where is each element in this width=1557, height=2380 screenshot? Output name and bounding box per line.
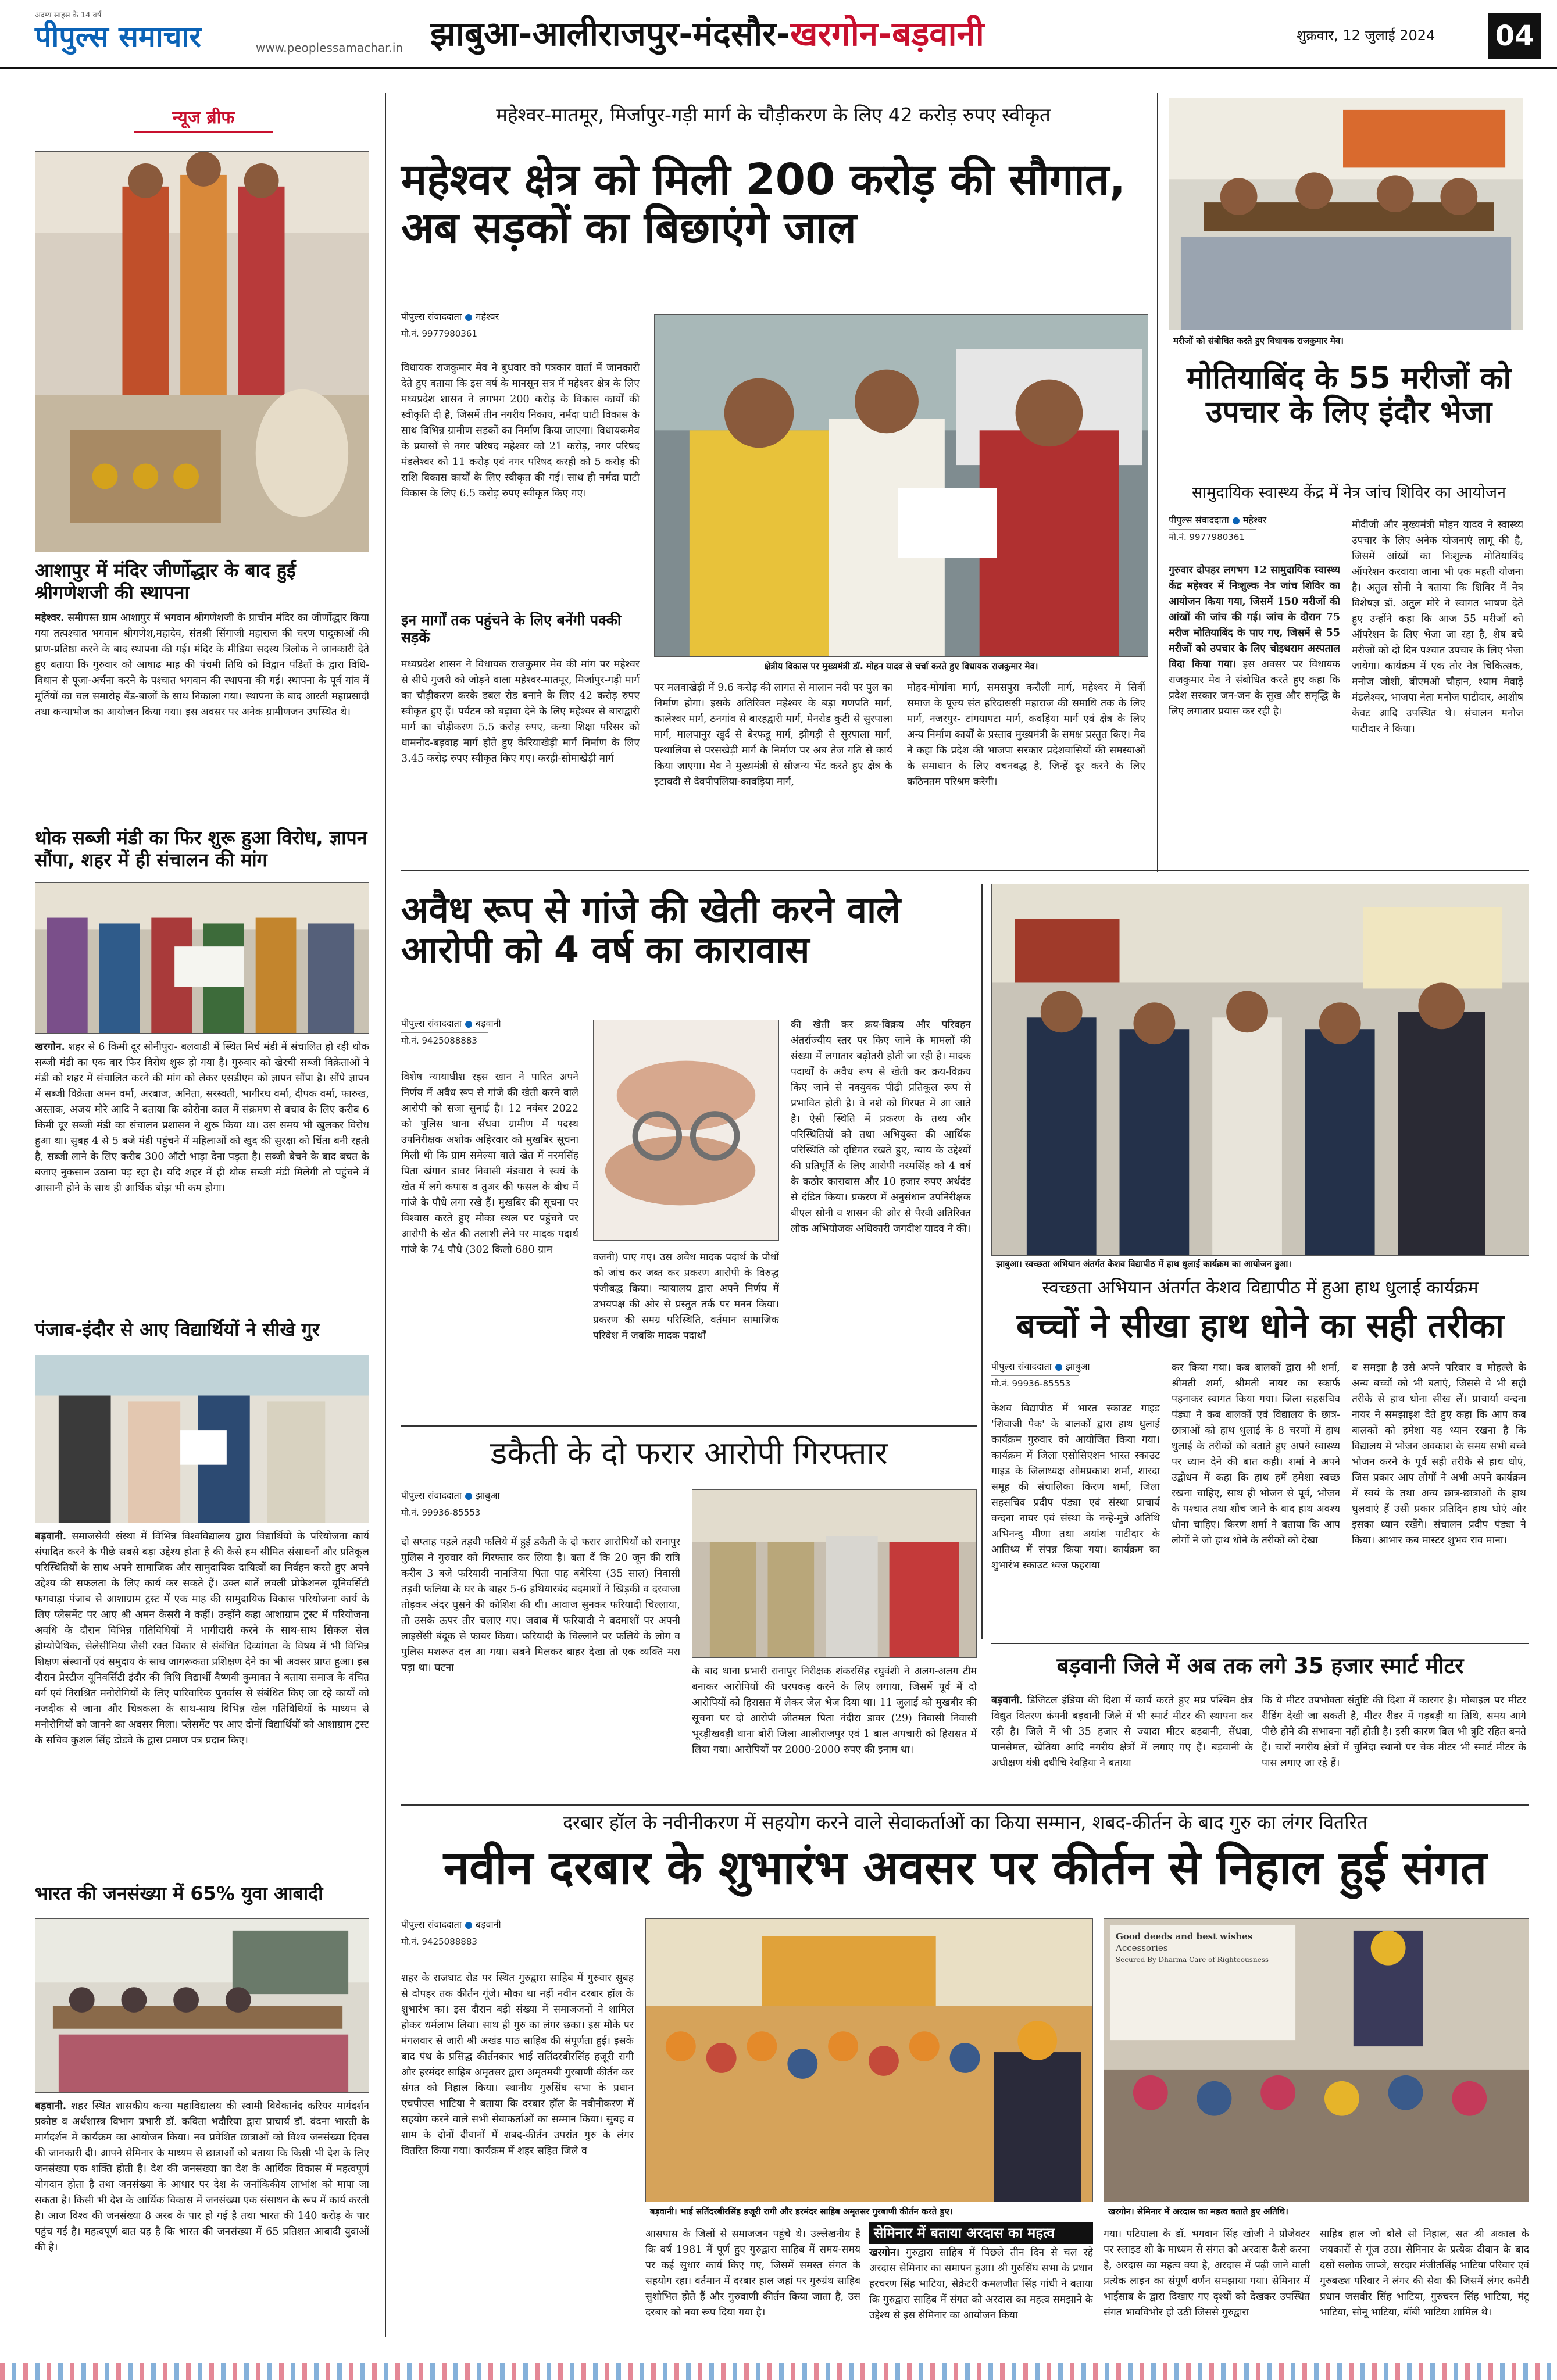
handwash-divider (981, 884, 983, 1639)
left-column-divider (385, 93, 386, 2337)
brief-4-dateline: बड़वानी. (35, 2100, 66, 2112)
cataract-mobile: मो.नं. 9977980361 (1169, 529, 1256, 544)
dacoity-photo (692, 1489, 977, 1658)
lead-col1-b: मध्यप्रदेश शासन ने विधायक राजकुमार मेव की मांग पर महेश्वर से सीधे गुजरी को जोड़ने वाला महेश्वर-मातमूर, मिर्जापुर-गड़ी मार्ग का चौड़ीकरण करके डबल रोड बनाने के लिए 42 करोड़ रुपए स्वीकृत हुए हैं। पर्यटन को बढ़ावा देने के लिए महेश्वर से बाराद्वारी मार्ग का चौड़ीकरण 5.5 करोड़ रुपए, कन्या शिक्षा परिसर को धामनोद-बड़वाह मार्ग होते हुए केरियाखेड़ी मार्ग निर्माण के लिए 3.45 करोड़ रुपए स्वीकृत किए गए। करही-सोमाखेड़ी मार्ग (401, 659, 640, 764)
cataract-photo-caption: मरीजों को संबोधित करते हुए विधायक राजकुमार मेव। (1169, 333, 1523, 349)
scouts-handwash-illustration (992, 884, 1529, 1255)
cataract-byline-source: पीपुल्स संवाददाता (1169, 514, 1229, 526)
lead-headline: महेश्वर क्षेत्र को मिली 200 करोड़ की सौगात, अब सड़कों का बिछाएंगे जाल (401, 155, 1126, 253)
byline-dot-icon (465, 314, 472, 321)
gurudwara-byline-source: पीपुल्स संवाददाता (401, 1919, 462, 1930)
ganja-byline-place: बड़वानी (475, 1018, 501, 1029)
brand-logo (35, 9, 256, 62)
brief-3-text: समाजसेवी संस्था में विभिन्न विश्वविद्यालय द्वारा विद्यार्थियों के परियोजना कार्य संपादित करने के पीछे सबसे बड़ा उद्देश्य होता है की कैसे हम सीमित संसाधनों और प्रतिकूल परिस्थितियों के साथ अपने सामाजिक और सामुदायिक दायित्वों का निर्वहन करते हुए अपने उद्देश्य की सफलता के लिए कार्य कर सकते हैं। उक्त बातें लवली प्रोफेशनल यूनिवर्सिटी फगवाड़ा पंजाब से आशाग्राम ट्रस्ट में एक माह की सामुदायिक विकास परियोजना कार्य के लिए प्लेसमेंट पर आए श्री अमन केसरी ने कहीं। उन्होंने कहा आशाग्राम ट्रस्ट में परियोजना अवधि के दौरान विभिन्न गतिविधियों में भागीदारी करने के साथ-साथ सिकल सेल होम्योपैथिक, सेलेसीमिया जैसी रक्त विकार से संबंधित दिव्यांगता के विषय में भी विभिन्न शिक्षण संस्थानों एवं समुदाय के साथ जागरूकता प्रशिक्षण देने का भी अवसर प्राप्त हुआ। इस दौरान प्रेस्टीज यूनिवर्सिटी इंदौर की विधि विद्यार्थी वैष्णवी कुमावत ने बताया समाज के वंचित वर्ग एवं निराश्रित मनोरोगियों के लिए पारिवारिक पुनर्वास से संबंधित किए जा रहे कार्यों को नजदीक से जाना और चित्रकला के साथ-साथ विभिन्न खेल गतिविधियों के माध्यम से मनोरोगियों को जानने का अवसर मिला। प्लेसमेंट पर आए दोनों विद्यार्थियों को आशाग्राम ट्रस्ट के सचिव कुशल सिंह डोडवे के द्वारा प्रमाण पत्र प्रदान किए। (35, 1531, 369, 1746)
vegetable-market-photo (35, 882, 369, 1034)
issue-date: शुक्रवार, 12 जुलाई 2024 (1297, 27, 1435, 44)
handcuff-illustration (594, 1020, 779, 1240)
seminar-photo-caption: खरगोन। सेमिनार में अरदास का महत्व बताते हुए अतिथि। (1104, 2203, 1529, 2220)
screen-line-2: Accessories (1116, 1943, 1168, 1953)
byline-dot-icon (1233, 517, 1240, 524)
cataract-byline-place: महेश्वर (1242, 514, 1267, 526)
byline-dot-icon (1055, 1364, 1062, 1371)
right-column-divider (1157, 93, 1158, 872)
gurudwara-kicker: दरबार हॉल के नवीनीकरण में सहयोग करने वाले सेवाकर्ताओं का किया सम्मान, शबद-कीर्तन के बाद गुरु का लंगर वितरित (563, 1811, 1367, 1834)
brief-1-headline: आशापुर में मंदिर जीर्णोद्धार के बाद हुई श्रीगणेशजी की स्थापना (35, 559, 296, 604)
cataract-byline (1169, 514, 1343, 544)
handwash-col2: कर किया गया। कब बालकों द्वारा श्री शर्मा, श्रीमती शर्मा, श्रीमती नायर का स्कार्फ पहनाकर स्वागत किया गया। जिला सहसचिव पंड्या ने कब बालकों एवं विद्यालय के छात्र-छात्राओं को हाथ धुलाई के 8 चरणों में हाथ धुलाई के तरीकों को बताते हुए अपने स्वास्थ्य पर ध्यान देने की बात कही। शर्मा ने अपने उद्बोधन में कहा कि हाथ हमें हमेशा स्वच्छ रखना चाहिए, साथ ही भोजन से पूर्व, भोजन के पश्चात तथा शौच जाने के बाद हाथ अवश्य धोना चाहिए। किरण शर्मा ने बताया कि आप लोगों ने जो हाथ धोने के तरीकों को देखा (1172, 1362, 1340, 1546)
cataract-subhead: सामुदायिक स्वास्थ्य केंद्र में नेत्र जांच शिविर का आयोजन (1192, 484, 1506, 502)
cataract-headline: मोतियाबिंद के 55 मरीजों को उपचार के लिए इंदौर भेजा (1186, 361, 1512, 430)
mla-cm-meeting-illustration (655, 315, 1148, 656)
brief-1-body (35, 610, 369, 831)
screen-line-3: Secured By Dharma Care of Righteousness (1116, 1956, 1269, 1964)
gurudwara-sangat-illustration (646, 1919, 1092, 2202)
gurudwara-top-divider (401, 1804, 1529, 1806)
handwash-col1: केशव विद्यापीठ में भारत स्काउट गाइड 'शिवाजी पैक' के बालकों द्वारा हाथ धुलाई कार्यक्रम गुरुवार को आयोजित किया गया। कार्यक्रम में जिला एसोसिएशन भारत स्काउट गाइड के जिलाध्यक्ष ओमप्रकाश शर्मा, शारदा समूह की संचालिका किरण शर्मा, जिला सहसचिव प्रदीप पंड्या एवं संस्था प्राचार्य वन्दना नायर एवं संस्था के नन्हे-मुन्ने अतिथि अभिनन्दु मीणा तथा अयांश पाटीदार के आतिथ्य में संपन्न किया गया। कार्यक्रम का शुभारंभ स्काउट ध्वज फहराया (991, 1403, 1160, 1571)
meters-top-divider (991, 1643, 1529, 1644)
byline-dot-icon (465, 1922, 472, 1929)
ganja-headline: अवैध रूप से गांजे की खेती करने वाले आरोपी को 4 वर्ष का कारावास (401, 888, 901, 971)
dacoity-mobile: मो.नं. 99936-85553 (401, 1505, 488, 1519)
cataract-photo (1169, 98, 1523, 330)
seminar-dateline: खरगोन। (869, 2247, 900, 2259)
handwash-byline-place: झाबुआ (1065, 1361, 1090, 1372)
brief-2-body (35, 1039, 369, 1307)
lead-kicker: महेश्वर-मातमूर, मिर्जापुर-गड़ी मार्ग के चौड़ीकरण के लिए 42 करोड़ रुपए स्वीकृत (496, 103, 1051, 126)
memorandum-crowd-illustration (35, 883, 369, 1033)
lead-mobile: मो.नं. 9977980361 (401, 326, 488, 340)
meters-col2: कि ये मीटर उपभोक्ता संतुष्टि की दिशा में कारगर है। मोबाइल पर मीटर रीडिंग देखी जा सकती है, मीटर रीडर में गड़बड़ी या तिथि, समय आगे पीछे होने की संभावना नहीं होती है। इसी कारण बिल भी त्रुटि रहित बनते हैं। चारों नगरीय क्षेत्रों में चुनिंदा स्थानों पर चेक मीटर भी स्मार्ट मीटर के पास लगाए जा रहे हैं। (1262, 1695, 1526, 1769)
brief-2-dateline: खरगोन. (35, 1041, 65, 1053)
section-title (430, 13, 1256, 59)
brief-2-text: शहर से 6 किमी दूर सोनीपुरा- बलवाडी में स्थित मिर्च मंडी में संचालित हो रही थोक सब्जी मंडी का एक बार फिर विरोध शुरू हो गया है। गुरुवार को खेरची सब्जी विक्रेताओं ने मंडी को शहर में संचालित करने की मांग को लेकर एसडीएम को ज्ञापन सौंपा है। सौंपे ज्ञापन में सब्जी विक्रेता अमन वर्मा, अरबाज, अनिता, सरस्वती, भागीरथ वर्मा, दीपक वर्मा, फारुख, अस्ताक, अजय मोरे आदि ने बताया कि कोरोना काल में संक्रमण से बचाव के लिए करीब 6 किमी दूर सब्जी मंडी का संचालन प्रशासन ने शुरू किया था। उस समय भी खुलकर विरोध हुआ था। सुबह 4 से 5 बजे मंडी पहुंचने में महिलाओं को खुद की सुरक्षा को चिंता बनी रहती है, सब्जी लाने के लिए करीब 300 ऑटो भाड़ा देना पड़ता है। सब्जी बेचने के बाद बचत के बजाए नुकसान उठाना पड़ रहा है। यदि शहर में ही थोक सब्जी मंडी मिलेगी तो पहुंचने में आसानी होने के साथ ही आर्थिक बोझ भी कम होगा। (35, 1041, 369, 1194)
dacoity-top-divider (401, 1425, 977, 1427)
brief-3-body (35, 1529, 369, 1878)
gurudwara-col3-text: गुरुद्वारा साहिब में पिछले तीन दिन से चल रहे अरदास सेमिनार का समापन हुआ। श्री गुरुसिंघ सभा के प्रधान हरचरण सिंह भाटिया, सेक्रेटरी कमलजीत सिंह गांधी ने बताया कि गुरुद्वारा साहिब में संगत को अरदास का महत्व समझाने के उद्देश्य से इस सेमिनार का आयोजन किया (869, 2247, 1093, 2321)
handwash-photo-caption: झाबुआ। स्वच्छता अभियान अंतर्गत केशव विद्यापीठ में हाथ धुलाई कार्यक्रम का आयोजन हुआ। (991, 1256, 1529, 1273)
lead-byline (401, 310, 645, 340)
cataract-col1 (1169, 563, 1340, 853)
kirtan-photo (645, 1918, 1093, 2202)
lead-subhead: इन मार्गों तक पहुंचने के लिए बनेंगी पक्की सड़कें (401, 612, 622, 646)
gurudwara-col5: साहिब हाल जो बोले सो निहाल, सत श्री अकाल के जयकारों से गूंज उठा। सेमिनार के प्रत्येक दीवान के बाद दसों सलोक जाप्जे, सरदार मंजीतसिंह भाटिया परिवार एवं गुरुबख्श परिवार ने लंगर की सेवा की जिसमें लंगर कमेटी प्रधान जसवीर सिंह भाटिया, गुरुचरन सिंह भाटिया, मंटू भाटिया, सोनू भाटिया, बॉबी भाटिया शामिल थे। (1320, 2228, 1529, 2318)
brief-4-headline: भारत की जनसंख्या में 65% युवा आबादी (35, 1882, 323, 1904)
gurudwara-byline (401, 1918, 634, 1948)
ganja-byline-source: पीपुल्स संवाददाता (401, 1018, 462, 1029)
meters-dateline: बड़वानी. (991, 1695, 1023, 1706)
cataract-col1-text: इस अवसर पर विधायक राजकुमार मेव ने संबोधित करते हुए कहा कि प्रदेश सरकार जन-जन के सुख और समृद्धि के लिए लगातार प्रयास कर रही है। (1169, 659, 1340, 717)
temple-photo (35, 151, 369, 552)
lead-col3: मोहद-मोगांवा मार्ग, समसपुरा करौली मार्ग, महेश्वर में सिर्वी समाज के पूज्य संत हरिदाससी महाराज की समाधि तक के लिए मार्ग, नजरपुर- टांगयापटा मार्ग, कवड़िया मार्ग एवं क्षेत्र के लिए अन्य निर्माण कार्यों के प्रस्ताव मुख्यमंत्री के समक्ष प्रस्तुत किए। मेव ने कहा कि प्रदेश की भाजपा सरकार प्रदेशवासियों की समस्याओं के समाधान के लिए वचनबद्ध है, जिन्हें दूर करने के लिए कठिनतम परिश्रम करेगी। (907, 682, 1145, 788)
gurudwara-col2: आसपास के जिलों से समाजजन पहुंचे थे। उल्लेखनीय है कि वर्ष 1981 में पूर्ण हुए गुरुद्वारा साहिब में समय-समय पर कई सुधार कार्य किए गए, जिसमें समस्त संगत के सहयोग रहा। वर्तमान में दरबार हाल जहां पर गुरुग्रंथ साहिब सुशोभित होते हैं और गुरुवाणी कीर्तन किया जाता है, उस दरबार को नया रूप दिया गया है। (645, 2228, 860, 2318)
seminar-photo (1104, 1918, 1529, 2202)
meters-col1 (991, 1693, 1253, 1797)
gurudwara-byline-place: बड़वानी (475, 1919, 501, 1930)
masthead (0, 0, 1557, 69)
gurudwara-mobile: मो.नं. 9425088883 (401, 1934, 488, 1948)
middle-section-divider (401, 870, 1529, 871)
ganja-col2: वजनी) पाए गए। उस अवैध मादक पदार्थ के पौधों को जांच कर जब्त कर प्रकरण आरोपी के विरुद्ध पंजीबद्ध किया। न्यायालय द्वारा अपने निर्णय में उभयपक्ष की ओर से प्रस्तुत तर्क पर मनन किया। प्रकरण की समग्र परिस्थिति, वर्तमान सामाजिक परिवेश में जबकि मादक पदार्थों (593, 1252, 779, 1342)
ganja-mobile: मो.नं. 9425088883 (401, 1032, 488, 1047)
brand-name: पीपुल्स समाचार (35, 20, 201, 53)
website-url: www.peoplessamachar.in (256, 41, 403, 55)
gurudwara-col3 (869, 2245, 1093, 2354)
police-arrest-illustration (692, 1490, 976, 1657)
brief-4-body (35, 2099, 369, 2354)
byline-dot-icon (465, 1493, 472, 1500)
handwash-col3: व समझा है उसे अपने परिवार व मोहल्ले के अन्य बच्चों को भी बताएं, जिससे वे भी सही तरीके से हाथ धोना सीख लें। प्राचार्या वन्दना नायर ने समझाइश देते हुए कहा कि आप कब बालकों को हमेशा यह ध्यान रखना है कि विद्यालय में भोजन अवकाश के समय सभी बच्चे भोजन करने के पूर्व सही तरीके से हाथ धोएं, जिस प्रकार आप लोगों ने अभी अपने कार्यक्रम में स्वयं के तथा अन्य छात्र-छात्राओं के हाथ धुलवाएं हैं उसी प्रकार प्रतिदिन हाथ धोएं और इसका ध्यान रखेंगे। संचालन प्रदीप पंड्या ने किया। आभार कब मास्टर शुभव राव माना। (1352, 1362, 1526, 1546)
screen-line-1: Good deeds and best wishes (1116, 1931, 1253, 1942)
handwash-photo (991, 884, 1529, 1256)
lead-photo-caption: क्षेत्रीय विकास पर मुख्यमंत्री डॉ. मोहन यादव से चर्चा करते हुए विधायक राजकुमार मेव। (654, 658, 1148, 675)
seminar-heading: सेमिनार में बताया अरदास का महत्व (869, 2222, 1093, 2244)
lead-byline-source: पीपुल्स संवाददाता (401, 311, 462, 322)
brand-tagline: अदम्य साहस के 14 वर्ष (35, 11, 102, 20)
page-number: 04 (1488, 13, 1541, 59)
brief-1-dateline: महेश्वर. (35, 612, 65, 624)
handwash-byline (991, 1360, 1166, 1390)
lead-byline-place: महेश्वर (475, 311, 499, 322)
brief-3-dateline: बड़वानी. (35, 1531, 66, 1542)
ganja-byline (401, 1017, 610, 1047)
seminar-screen-text (1116, 1931, 1290, 1966)
lead-col2: पर मलवाखेड़ी में 9.6 करोड़ की लागत से मालान नदी पर पुल का निर्माण होगा। इसके अतिरिक्त महेश्वर के बड़ा गणपति मार्ग, कालेश्वर मार्ग, ठनगांव से बारहद्वारी मार्ग, मेनरोड कुटी से सुरपाला मार्ग, मालपानुर खुर्द से बेरफडू मार्ग, झीगड़ी से सुरपाला मार्ग, पत्थालिया से परसखेड़ी मार्ग के निर्माण पर अब तेज गति से कार्य किया जाएगा। मेव ने मुख्यमंत्री से सौजन्य भेंट करते हुए क्षेत्र के इटावदी से देवपीपलिया-कावड़िया मार्ग, (654, 682, 892, 788)
temple-idol-illustration (35, 152, 369, 552)
handwash-mobile: मो.नं. 99936-85553 (991, 1375, 1079, 1390)
section-title-prefix: झाबुआ-आलीराजपुर-मंदसौर- (430, 14, 790, 53)
lead-photo (654, 314, 1148, 657)
cataract-lead-bold: गुरुवार दोपहर लगभग 12 सामुदायिक स्वास्थ्य केंद्र महेश्वर में निःशुल्क नेत्र जांच शिविर का आयोजन किया गया, जिसमें 150 मरीजों की आंखों की जांच की गई। जांच के दौरान 75 मरीज मोतियाबिंद के पाए गए, जिसमें से 55 मरीजों को उपचार के लिए चोइथराम अस्पताल विदा किया गया। (1169, 564, 1340, 670)
cataract-col2: मोदीजी और मुख्यमंत्री मोहन यादव ने स्वास्थ्य उपचार के लिए अनेक योजनाएं लागू की है, जिसमें आंखों का निःशुल्क मोतियाबिंद ऑपरेशन करवाया जाना भी एक महती योजना है। अतुल सोनी ने बताया कि शिविर में नेत्र विशेषज्ञ डॉ. अतुल मोरे ने स्वागत भाषण देते हुए उन्होंने कहा कि आज 55 मरीजों को ऑपरेशन के लिए भेजा जा रहा है, शेष बचे मरीजों को दो दिन पश्चात उपचार के लिए भेजा जायेगा। कार्यक्रम में एक तोर नेत्र चिकित्सक, मनोज जोशी, बीएमओ चौहान, श्याम मेवाड़े मंडलेश्वर, भाजपा नेता मनोज पाटीदार, आशीष केवट आदि उपस्थित थे। संचालन मनोज पाटीदार ने किया। (1352, 519, 1523, 735)
dacoity-byline-source: पीपुल्स संवाददाता (401, 1490, 462, 1501)
population-seminar-photo (35, 1918, 369, 2093)
dacoity-byline (401, 1489, 645, 1519)
handwash-byline-source: पीपुल्स संवाददाता (991, 1361, 1052, 1372)
gurudwara-col4: गया। पटियाला के डॉ. भगवान सिंह खोजी ने प्रोजेक्टर पर स्लाइड शो के माध्यम से संगत को अरदास कैसे करना है, अरदास का महत्व क्या है, अरदास में पढ़ी जाने वाली प्रत्येक लाइन का संपूर्ण वर्णन समझाया गया। सेमिनार में भाईसाब के द्वारा दिखाए गए दृश्यों को देखकर उपस्थित संगत भावविभोर हो उठी जिससे गुरुद्वारा (1104, 2228, 1310, 2318)
news-brief-label: न्यूज ब्रीफ (134, 103, 273, 133)
meters-headline: बड़वानी जिले में अब तक लगे 35 हजार स्मार्ट मीटर (1056, 1653, 1464, 1678)
handcuff-photo (593, 1020, 779, 1241)
students-photo (35, 1355, 369, 1523)
kirtan-photo-caption: बड़वानी। भाई सतिंदरबीरसिंह हजूरी रागी और हरमंदर साहिब अमृतसर गुरबाणी कीर्तन करते हुए। (645, 2203, 1093, 2220)
eye-camp-illustration (1169, 98, 1523, 330)
section-title-accent: खरगोन-बड़वानी (790, 14, 984, 53)
gurudwara-headline: नवीन दरबार के शुभारंभ अवसर पर कीर्तन से निहाल हुई संगत (443, 1841, 1487, 1895)
dacoity-byline-place: झाबुआ (475, 1490, 500, 1501)
meters-col1-text: डिजिटल इंडिया की दिशा में कार्य करते हुए मप्र पश्चिम क्षेत्र विद्युत वितरण कंपनी बड़वानी जिले में भी स्मार्ट मीटर की स्थापना कर रही है। जिले में भी 35 हजार से ज्यादा मीटर बड़वानी, सेंधवा, पानसेमल, खेतिया आदि नगरीय क्षेत्रों में लगाए गए हैं। बड़वानी के अधीक्षण यंत्री दधीचि रेवड़िया ने बताया (991, 1695, 1253, 1769)
brief-1-text: समीपस्त ग्राम आशापुर में भगवान श्रीगणेशजी के प्राचीन मंदिर का जीर्णोद्धार किया गया तत्पश्चात भगवान श्रीगणेश,महादेव, संतश्री सिंगाजी महाराज की चरण पादुकाओं की प्राण-प्रतिष्ठा करने के बाद स्थापना की गई। मंदिर के मीडिया सदस्य त्रिलोक ने जानकारी देते हुए बताया कि गुरुवार को आषाढ माह की पंचमी तिथि को विद्वान पंडितों के द्वारा विधि-विधान से पूजा-अर्चना करने के पश्चात भगवान की स्थापना की गई। स्थापना के पूर्व गांव में मूर्तियों का चल समारोह बैंड-बाजों के साथ निकाला गया। स्थापना के बाद आरती महाप्रसादी तथा कन्याभोज का आयोजन किया गया। इस अवसर पर अनेक ग्रामीणजन उपस्थित थे। (35, 612, 369, 718)
ganja-col1: विशेष न्यायाधीश रइस खान ने पारित अपने निर्णय में अवैध रूप से गांजे की खेती करने वाले आरोपी को सजा सुनाई है। 12 नवंबर 2022 को पुलिस थाना सेंधवा ग्रामीण में पदस्थ उपनिरीक्षक अशोक अहिरवार को मुखबिर सूचना मिली थी कि ग्राम समेल्या वाले खेत में नरमसिंह पिता खंगान डावर निवासी मंडवारा ने स्वयं के खेत में लगे कपास व तुअर की फसल के बीच में गांजे के पौधे लगा रखे हैं। मुखबिर की सूचना पर विश्वास करते हुए मौका स्थल पर पहुंचने पर आरोपी के खेत की तलाशी लेने पर मादक पदार्थ गांजे के 74 पौधे (302 किलो 680 ग्राम (401, 1071, 578, 1256)
classroom-illustration (35, 1919, 369, 2092)
certificate-presentation-illustration (35, 1355, 369, 1523)
dacoity-col2: के बाद थाना प्रभारी रानापुर निरीक्षक शंकरसिंह रघुवंशी ने अलग-अलग टीम बनाकर आरोपियों की धरपकड़ करने के लिए लगाया, जिसमें पूर्व में दो आरोपियों को हिरासत में लेकर जेल भेज दिया था। 11 जुलाई को मुखबीर की सूचना पर दो आरोपी जीतमल पिता नंदीरा डावर (29) निवासी निवासी भूरड़ीखवड़ी थाना बोरी जिला आलीराजपुर एवं 1 बाल अपचारी को हिरासत में लिया गया। आरोपियों पर 2000-2000 रुपए की इनाम था। (692, 1666, 977, 1756)
gurudwara-col1: शहर के राजघाट रोड पर स्थित गुरुद्वारा साहिब में गुरुवार सुबह से दोपहर तक कीर्तन गूंजे। मौका था नहीं नवीन दरबार हॉल के शुभारंभ का। इस दौरान बड़ी संख्या में समाजजनों ने शामिल होकर धर्मलाभ लिया। साथ ही गुरु का लंगर छका। इस मौके पर मंगलवार से जारी श्री अखंड पाठ साहिब की संपूर्णता हुई। इसके बाद पंथ के प्रसिद्ध कीर्तनकार भाई सतिंदरबीरसिंह हजूरी रागी और हरमंदर साहिब अमृतसर द्वारा अमृतमयी गुरबाणी कीर्तन कर संगत को निहाल किया। स्थानीय गुरुसिंघ सभा के प्रधान एचपीएस भाटिया ने बताया कि दरबार हॉल के नवीनीकरण में सहयोग करने वाले सभी सेवाकर्ताओं का सम्मान किया। सुबह व शाम के दोनों दीवानों में शबद-कीर्तन उपरांत गुरु के लंगर वितरित किया गया। कार्यक्रम में शहर सहित जिले व (401, 1972, 634, 2157)
brief-4-text: शहर स्थित शासकीय कन्या महाविद्यालय की स्वामी विवेकानंद करियर मार्गदर्शन प्रकोष्ठ व अर्थशास्त्र विभाग प्रभारी डॉ. कविता भदौरिया द्वारा प्राचार्य डॉ. वंदना भारती के मार्गदर्शन में कार्यक्रम का आयोजन किया। नव प्रवेशित छात्राओं को विश्व जनसंख्या दिवस की जानकारी दी। आपने सेमिनार के माध्यम से छात्राओं को बताया कि किसी भी देश के लिए जनसंख्या एक शक्ति होती है। देश की जनसंख्या का देश के आर्थिक विकास में महत्वपूर्ण योगदान होता है तथा जनसंख्या के आधार पर देश के जनांकिकीय लाभांश को मापा जा सकता है। किसी भी देश के आर्थिक विकास में जनसंख्या एक संसाधन के रूप में कार्य करती है। आज विश्व की जनसंख्या 8 अरब के पार हो गई है तथा भारत की 140 करोड़ के पार पहुंच गई है। महत्वपूर्ण बात यह है कि भारत की जनसंख्या में 65 प्रतिशत आबादी युवाओं की है। (35, 2100, 369, 2253)
brief-3-headline: पंजाब-इंदौर से आए विद्यार्थियों ने सीखे गुर (35, 1318, 320, 1341)
byline-dot-icon (465, 1021, 472, 1028)
brief-2-headline: थोक सब्जी मंडी का फिर शुरू हुआ विरोध, ज्ञापन सौंपा, शहर में ही संचालन की मांग (35, 827, 367, 871)
lead-col1-a: विधायक राजकुमार मेव ने बुधवार को पत्रकार वार्ता में जानकारी देते हुए बताया कि इस वर्ष के मानसून सत्र में महेश्वर क्षेत्र के लिए मध्यप्रदेश शासन ने लगभग 200 करोड़ के विकास कार्यों की स्वीकृति दी है, जिसमें तीन नगरीय निकाय, नर्मदा घाटी विकास के साथ विभिन्न ग्रामीण सड़कों का निर्माण किया जाएगा। विधायकमेव के प्रयासों से नगर परिषद महेश्वर को 21 करोड़, नगर परिषद मंडलेश्वर को 11 करोड़ एवं नगर परिषद करही को 5 करोड़ की राशि विकास कार्यों के लिए स्वीकृत की गई। साथ ही नर्मदा घाटी विकास के लिए 6.5 करोड़ रुपए स्वीकृत किए गए। (401, 362, 640, 499)
dacoity-headline: डकैती के दो फरार आरोपी गिरफ्तार (490, 1435, 888, 1471)
page-footer-rule (0, 2363, 1557, 2380)
handwash-kicker: स्वच्छता अभियान अंतर्गत केशव विद्यापीठ में हुआ हाथ धुलाई कार्यक्रम (1042, 1278, 1479, 1298)
handwash-headline: बच्चों ने सीखा हाथ धोने का सही तरीका (1016, 1306, 1504, 1345)
dacoity-col1: दो सप्ताह पहले तड़वी फलिये में हुई डकैती के दो फरार आरोपियों को रानापुर पुलिस ने गुरुवार को गिरफ्तार कर लिया है। बता दें कि 20 जून की रात्रि करीब 3 बजे फरियादी नानजिया पिता पाह बबेरिया (35 साल) निवासी तड़वी फलिया के घर के बाहर 5-6 हथियारबंद बदमाशों ने खिड़की व दरवाजा तोड़कर अंदर घुसने की कोशिश की थी। आवाज सुनकर फरियादी चिल्लाया, तो उसके ऊपर तीर चलाए गए। जवाब में फरियादी ने बदमाशों पर अपनी लाइसेंसी बंदूक से फायर किया। फरियादी के चिल्लाने पर फलिये के लोग व पुलिस मशरूत दल आ गया। सबने मिलकर बाहर देखा तो एक व्यक्ति मरा पड़ा था। घटना (401, 1536, 680, 1674)
ganja-col3: की खेती कर क्रय-विक्रय और परिवहन अंतर्राज्यीय स्तर पर किए जाने के मामलों की संख्या में लगातार बढ़ोतरी होती जा रही है। मादक पदार्थों के अवैध रूप से खेती कर क्रय-विक्रय किए जाने से नवयुवक पीढ़ी प्रतिकूल रूप से प्रभावित होती है। वे नशे को गिरफ्त में आ जाते है। ऐसी स्थिति में प्रकरण के तथ्य और परिस्थितियों को तथा अभियुक्त की आर्थिक परिस्थिति को दृष्टिगत रखते हुए, न्याय के उद्देश्यों की प्रतिपूर्ति के लिए आरोपी नरमसिंह को 4 वर्ष के कठोर कारावास और 10 हजार रुपए अर्थदंड से दंडित किया। प्रकरण में अनुसंधान उपनिरीक्षक बीएल सोनी व शासन की ओर से पैरवी अतिरिक्त लोक अभियोजक अधिकारी जगदीश यादव ने की। (791, 1019, 971, 1235)
